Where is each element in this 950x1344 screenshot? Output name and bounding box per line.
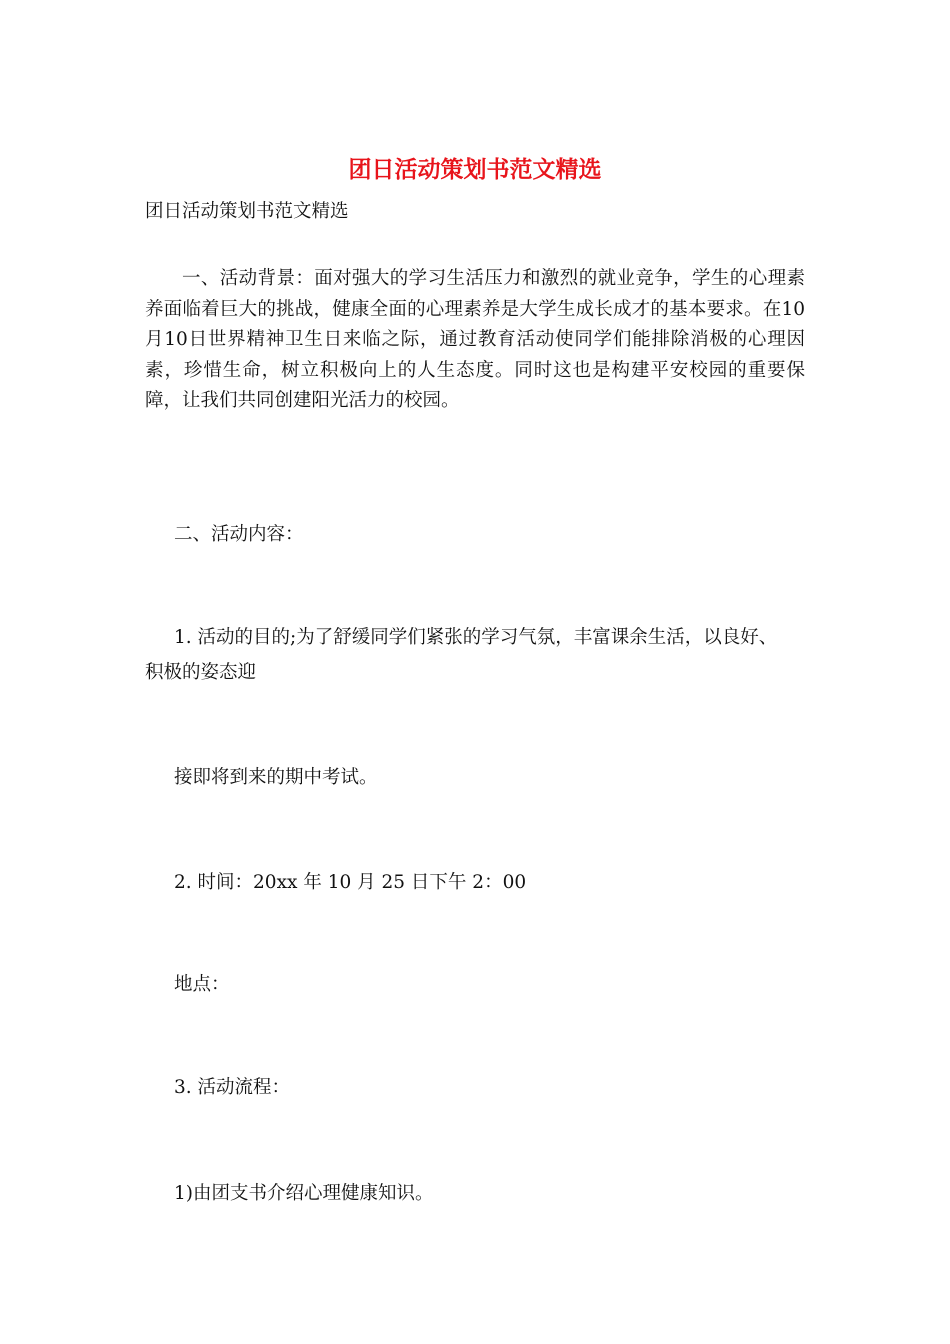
content-heading: 二、活动内容： [174, 524, 304, 545]
background-heading: 一、活动背景： [182, 268, 315, 289]
place-line: 地点： [174, 974, 230, 995]
time-line: 2. 时间：20xx 年 10 月 25 日下午 2：00 [174, 872, 527, 893]
purpose-continuation: 接即将到来的期中考试。 [174, 767, 378, 788]
background-paragraph [145, 264, 805, 417]
process-step-1: 1)由团支书介绍心理健康知识。 [174, 1183, 434, 1204]
purpose-line-1: 1. 活动的目的;为了舒缓同学们紧张的学习气氛，丰富课余生活，以良好、 [174, 627, 778, 648]
document-subtitle: 团日活动策划书范文精选 [145, 201, 349, 222]
document-title: 团日活动策划书范文精选 [348, 156, 602, 183]
purpose-line-2: 积极的姿态迎 [145, 662, 257, 683]
background-text: 面对强大的学习生活压力和激烈的就业竞争，学生的心理素养面临着巨大的挑战，健康全面的心理素养是大学生成长成才的基本要求。在10月10日世界精神卫生日来临之际，通过教育活动使同学们能排除消极的心理因素，珍惜生命，树立积极向上的人生态度。同时这也是构建平安校园的重要保障，让我们共同创建阳光活力的校园。 [145, 268, 805, 411]
process-heading: 3. 活动流程： [174, 1077, 291, 1098]
